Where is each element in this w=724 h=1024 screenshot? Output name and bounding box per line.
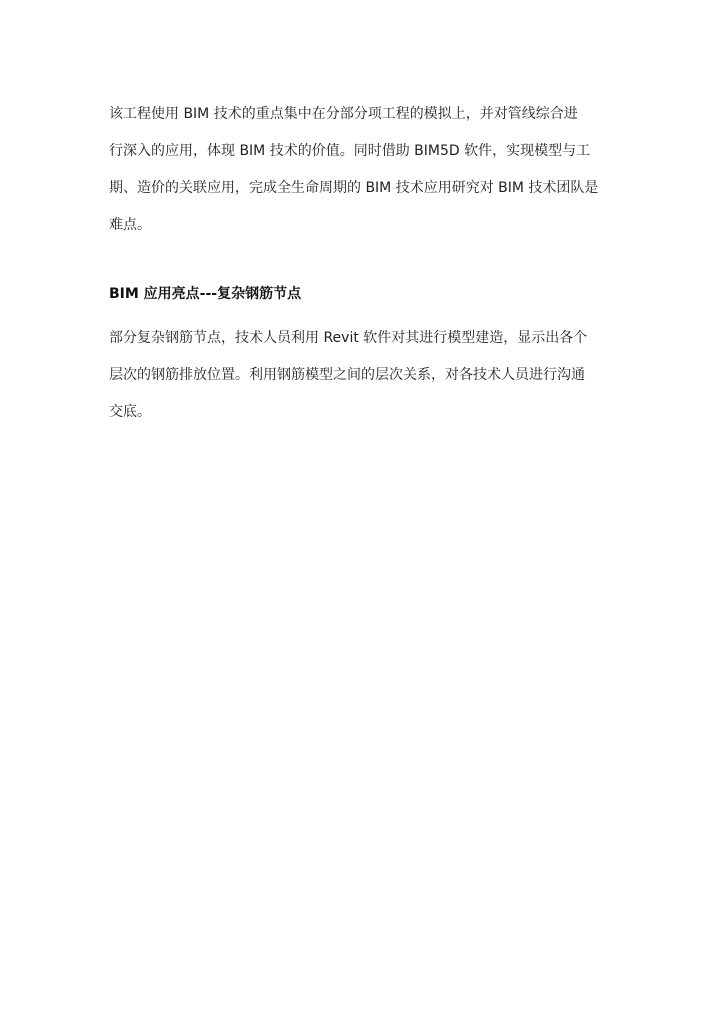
paragraph-line: 该工程使用 BIM 技术的重点集中在分部分项工程的模拟上，并对管线综合进	[109, 106, 578, 122]
paragraph-line: 部分复杂钢筋节点，技术人员利用 Revit 软件对其进行模型建造，显示出各个	[109, 330, 588, 346]
paragraph-line: 行深入的应用，体现 BIM 技术的价值。同时借助 BIM5D 软件，实现模型与工	[109, 143, 591, 159]
paragraph-line: 难点。	[109, 217, 151, 233]
paragraph-line: 交底。	[109, 404, 151, 420]
intro-paragraph	[109, 96, 619, 244]
section-paragraph	[109, 320, 619, 431]
paragraph-line: 层次的钢筋排放位置。利用钢筋模型之间的层次关系，对各技术人员进行沟通	[109, 367, 585, 383]
paragraph-line: 期、造价的关联应用，完成全生命周期的 BIM 技术应用研究对 BIM 技术团队是	[109, 180, 599, 196]
section-heading: BIM 应用亮点---复杂钢筋节点	[109, 286, 302, 302]
